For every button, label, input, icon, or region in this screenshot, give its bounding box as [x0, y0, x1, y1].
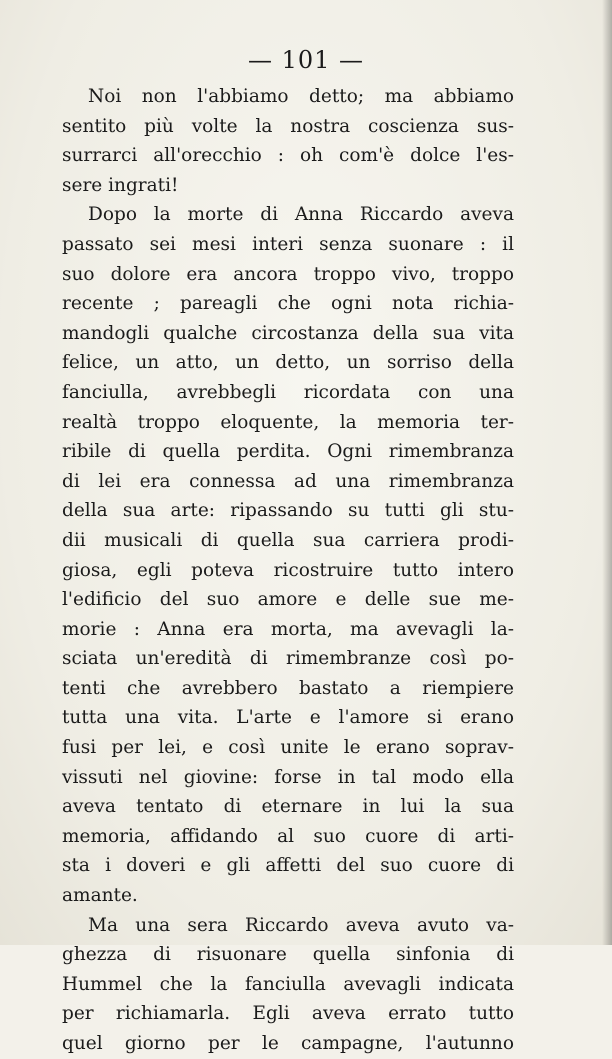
text-line: amante. — [62, 885, 138, 907]
text-line: Noi non l'abbiamo detto; ma abbiamo — [88, 86, 514, 107]
text-line: aveva tentato di eternare in lui la sua — [62, 796, 514, 818]
text-line: di lei era connessa ad una rimembranza — [62, 470, 514, 492]
text-line: Ma una sera Riccardo aveva avuto va- — [88, 914, 514, 936]
text-line: tenti che avrebbero bastato a riempiere — [62, 677, 514, 699]
text-line: sentito più volte la nostra coscienza sus- — [62, 115, 514, 137]
text-line: per richiamarla. Egli aveva errato tutto — [62, 1003, 514, 1025]
text-line: vissuti nel giovine: forse in tal modo ella — [62, 766, 514, 788]
body-text — [62, 82, 514, 1059]
text-line: della sua arte: ripassando su tutti gli stu- — [62, 500, 514, 522]
text-line: ribile di quella perdita. Ogni rimembranza — [62, 441, 514, 463]
text-line: surrarci all'orecchio : oh com'è dolce l'es- — [62, 145, 514, 167]
text-line: sciata un'eredità di rimembranze così po- — [62, 648, 514, 670]
text-line: dii musicali di quella sua carriera prodi- — [62, 529, 514, 551]
text-line: mandogli qualche circostanza della sua vita — [62, 322, 514, 344]
text-line: morie : Anna era morta, ma avevagli la- — [62, 618, 514, 640]
text-line: tutta una vita. L'arte e l'amore si erano — [62, 707, 514, 729]
text-line: passato sei mesi interi senza suonare : il — [62, 233, 514, 255]
text-line: realtà troppo eloquente, la memoria ter- — [62, 411, 514, 433]
text-line: Hummel che la fanciulla avevagli indicata — [62, 973, 514, 995]
text-line: l'edificio del suo amore e delle sue me- — [62, 589, 514, 611]
text-line: fanciulla, avrebbegli ricordata con una — [62, 381, 514, 403]
text-line: recente ; pareagli che ogni nota richia- — [62, 293, 514, 315]
text-line: sere ingrati! — [62, 174, 179, 196]
page-edge-shadow — [602, 0, 612, 945]
text-line: memoria, affidando al suo cuore di arti- — [62, 825, 514, 847]
text-line: suo dolore era ancora troppo vivo, troppo — [62, 263, 514, 285]
text-line: Dopo la morte di Anna Riccardo aveva — [88, 204, 514, 226]
page-number: — 101 — — [247, 46, 365, 74]
text-line: ghezza di risuonare quella sinfonia di — [62, 944, 514, 966]
text-line: giosa, egli poteva ricostruire tutto intero — [62, 559, 514, 581]
text-line: felice, un atto, un detto, un sorriso della — [62, 352, 514, 374]
text-line: sta i doveri e gli affetti del suo cuore di — [62, 855, 514, 877]
text-line: fusi per lei, e così unite le erano soprav- — [62, 737, 514, 759]
text-line: quel giorno per le campagne, l'autunno — [62, 1033, 514, 1054]
